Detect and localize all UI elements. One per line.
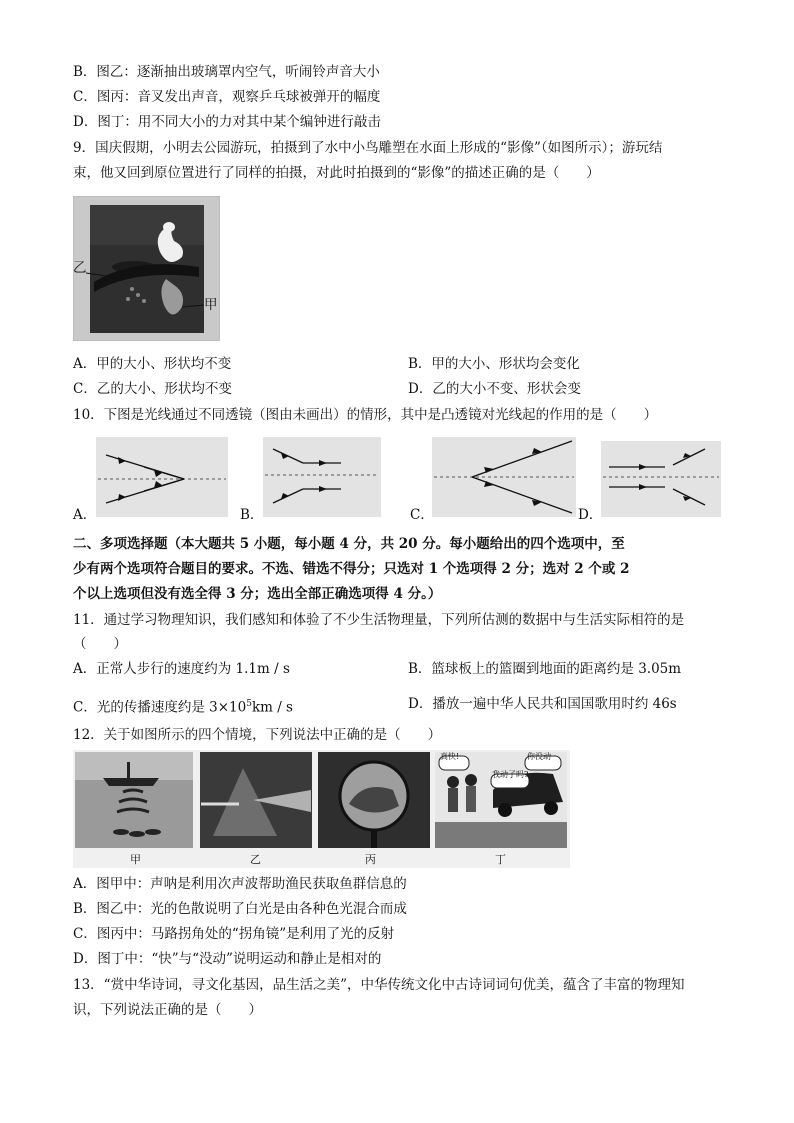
bubble-did-i-move: 我动了吗? — [492, 770, 529, 779]
section2-heading-line3: 个以上选项但没有选全得 3 分；选出全部正确选项得 4 分。） — [73, 586, 442, 602]
bubble-not-moving: 你没动 — [527, 752, 551, 761]
option-b-prev: B．图乙：逐渐抽出玻璃罩内空气，听闹铃声音大小 — [73, 64, 380, 80]
q12-caption-yi: 乙 — [250, 853, 261, 866]
q11-option-b: B．篮球板上的篮圈到地面的距离约是 3.05m — [408, 661, 682, 677]
q9-stem-line2: 束，他又回到原位置进行了同样的拍摄，对此时拍摄到的“影像”的描述正确的是（ ） — [73, 165, 600, 181]
q10-label-a: A． — [73, 507, 97, 523]
q9-option-a: A．甲的大小、形状均不变 — [73, 356, 232, 372]
q10-label-c: C． — [410, 507, 434, 523]
section2-heading-line2: 少有两个选项符合题目的要求。不选、错选不得分；只选对 1 个选项得 2 分；选对 2 个或 2 — [73, 561, 630, 577]
q11-option-a: A．正常人步行的速度约为 1.1m / s — [73, 661, 290, 677]
label-yi: 乙 — [73, 260, 87, 276]
q13-stem-line2: 识，下列说法正确的是（ ） — [73, 1002, 262, 1018]
q12-option-d: D．图丁中：“快”与“没动”说明运动和静止是相对的 — [73, 951, 382, 967]
q12-stem: 12．关于如图所示的四个情境，下列说法中正确的是（ ） — [73, 727, 442, 743]
lens-diagram-d — [601, 441, 721, 517]
option-d-prev: D．图丁：用不同大小的力对其中某个编钟进行敲击 — [73, 114, 381, 130]
q11-option-c-post: km / s — [251, 699, 293, 716]
label-jia: 甲 — [204, 297, 218, 313]
q11-stem-line1: 11．通过学习物理知识，我们感知和体验了不少生活物理量，下列所估测的数据中与生活实际相符的是 — [73, 612, 685, 628]
lens-diagram-b — [263, 437, 381, 517]
q9-stem-line1: 9．国庆假期，小明去公园游玩，拍摄到了水中小鸟雕塑在水面上形成的“影像”（如图所示）；游玩结 — [73, 140, 663, 156]
q9-option-b: B．甲的大小、形状均会变化 — [408, 356, 580, 372]
q12-caption-bing: 丙 — [365, 853, 376, 866]
q11-option-c-exponent: 5 — [246, 699, 252, 709]
q10-label-b: B． — [240, 507, 264, 523]
section2-heading-line1: 二、多项选择题（本大题共 5 小题，每小题 4 分，共 20 分。每小题给出的四个选项中，至 — [73, 536, 625, 552]
lens-diagram-a — [96, 437, 228, 517]
q12-option-b: B．图乙中：光的色散说明了白光是由各种色光混合而成 — [73, 901, 407, 917]
q12-option-a: A．图甲中：声呐是利用次声波帮助渔民获取鱼群信息的 — [73, 876, 407, 892]
bubble-fast: 真快! — [440, 752, 460, 761]
q13-stem-line1: 13．“赏中华诗词，寻文化基因，品生活之美”，中华传统文化中古诗词词句优美，蕴含了丰富的物理知 — [73, 977, 685, 993]
option-c-prev: C．图丙：音叉发出声音，观察乒乓球被弹开的幅度 — [73, 89, 381, 105]
q12-option-c: C．图丙中：马路拐角处的“拐角镜”是利用了光的反射 — [73, 926, 395, 942]
q11-stem-line2: （ ） — [73, 636, 127, 652]
q12-caption-ding: 丁 — [495, 853, 506, 866]
q11-option-d: D．播放一遍中华人民共和国国歌用时约 46s — [408, 696, 677, 712]
bird-statue-image — [74, 197, 219, 340]
q9-option-c: C．乙的大小、形状均不变 — [73, 381, 232, 397]
q10-stem: 10．下图是光线通过不同透镜（图由未画出）的情形，其中是凸透镜对光线起的作用的是（ ） — [73, 407, 658, 423]
q9-option-d: D．乙的大小不变、形状会变 — [408, 381, 581, 397]
lens-diagram-c — [432, 437, 576, 517]
q11-option-c-pre: C．光的传播速度约是 3×10 — [73, 699, 247, 716]
bird-statue-photo — [73, 196, 220, 341]
q12-caption-jia: 甲 — [130, 853, 141, 866]
q11-option-c — [73, 694, 293, 718]
q10-label-d: D． — [578, 507, 603, 523]
